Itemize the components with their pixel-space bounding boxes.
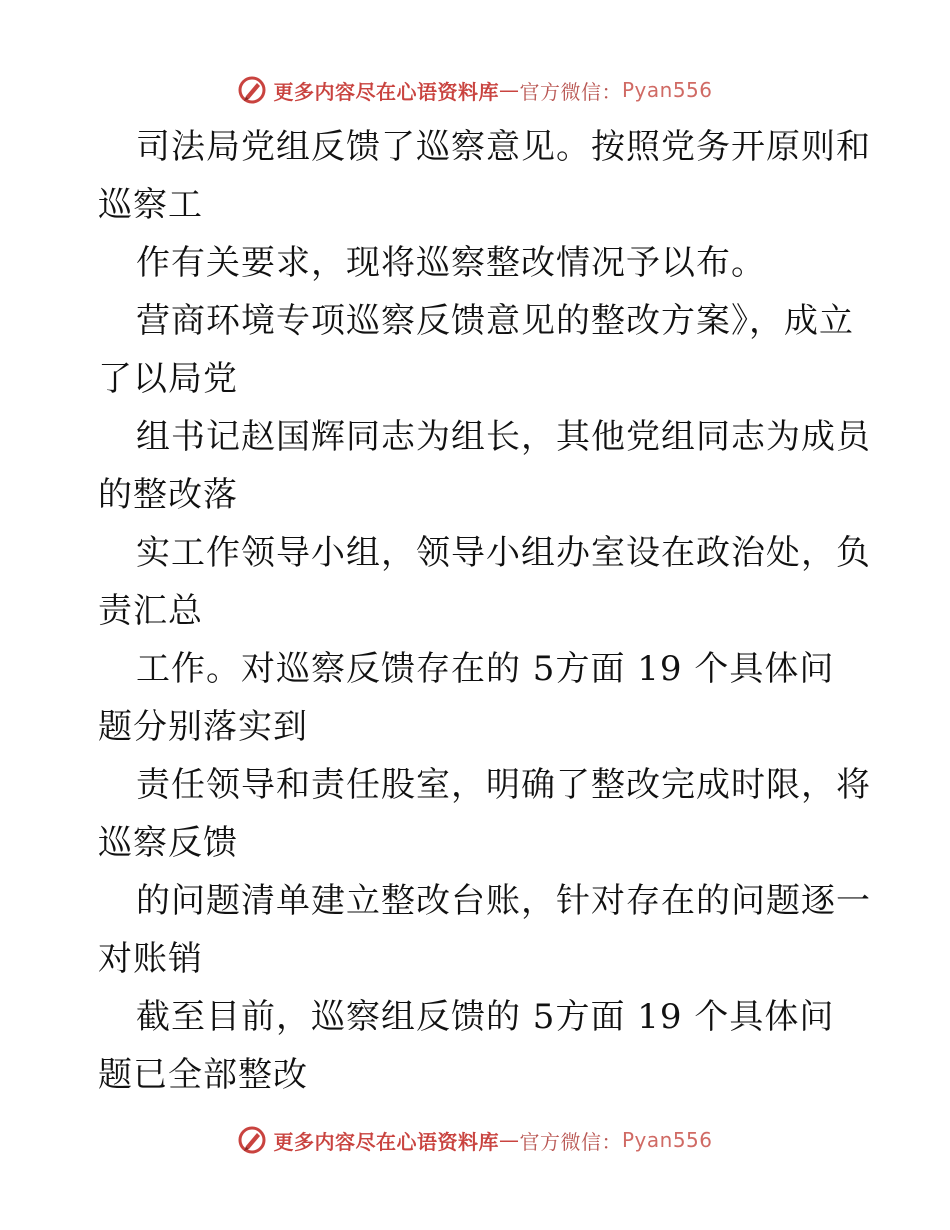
paragraph <box>98 118 871 234</box>
paragraph <box>98 756 871 872</box>
paragraph <box>98 234 858 292</box>
watermark-id: Pyan556 <box>621 78 713 102</box>
paragraph-line: 的整改落 <box>98 475 238 515</box>
paragraph-line: 责任领导和责任股室，明确了整改完成时限，将 <box>136 765 871 805</box>
paragraph-line: 题已全部整改 <box>98 1055 308 1095</box>
paragraph-line: 作有关要求，现将巡察整改情况予以布。 <box>136 243 766 283</box>
paragraph-line: 组书记赵国辉同志为组长，其他党组同志为成员 <box>136 417 871 457</box>
paragraph <box>98 524 871 640</box>
paragraph-line: 对账销 <box>98 939 203 979</box>
watermark-dash: — <box>498 1128 520 1152</box>
paragraph-line: 营商环境专项巡察反馈意见的整改方案》，成立 <box>136 301 854 341</box>
paragraph <box>98 640 858 756</box>
watermark-id: Pyan556 <box>621 1128 713 1152</box>
paragraph-line: 了以局党 <box>98 359 238 399</box>
watermark-dash: — <box>498 78 520 102</box>
paragraph-line: 的问题清单建立整改台账，针对存在的问题逐一 <box>136 881 871 921</box>
document-body <box>98 118 871 1104</box>
watermark-main-text: 更多内容尽在心语资料库 <box>273 79 499 104</box>
paragraph-line: 责汇总 <box>98 591 203 631</box>
header-watermark <box>0 70 950 110</box>
paragraph <box>98 872 871 988</box>
watermark-main-text: 更多内容尽在心语资料库 <box>273 1129 499 1154</box>
watermark-label: 官方微信： <box>519 79 622 104</box>
watermark-label: 官方微信： <box>519 1129 622 1154</box>
paragraph-line: 司法局党组反馈了巡察意见。按照党务开原则和 <box>136 127 871 167</box>
pen-logo-icon <box>237 75 267 105</box>
paragraph <box>98 408 871 524</box>
paragraph-line: 实工作领导小组，领导小组办室设在政治处，负 <box>136 533 871 573</box>
pen-logo-icon <box>237 1125 267 1155</box>
paragraph-line: 截至目前，巡察组反馈的 5方面 19 个具体问 <box>136 997 835 1037</box>
footer-watermark <box>0 1120 950 1160</box>
paragraph-line: 题分别落实到 <box>98 707 308 747</box>
paragraph <box>98 988 858 1104</box>
paragraph-line: 巡察反馈 <box>98 823 238 863</box>
paragraph-line: 工作。对巡察反馈存在的 5方面 19 个具体问 <box>136 649 835 689</box>
paragraph-line: 巡察工 <box>98 185 203 225</box>
paragraph <box>98 292 858 408</box>
